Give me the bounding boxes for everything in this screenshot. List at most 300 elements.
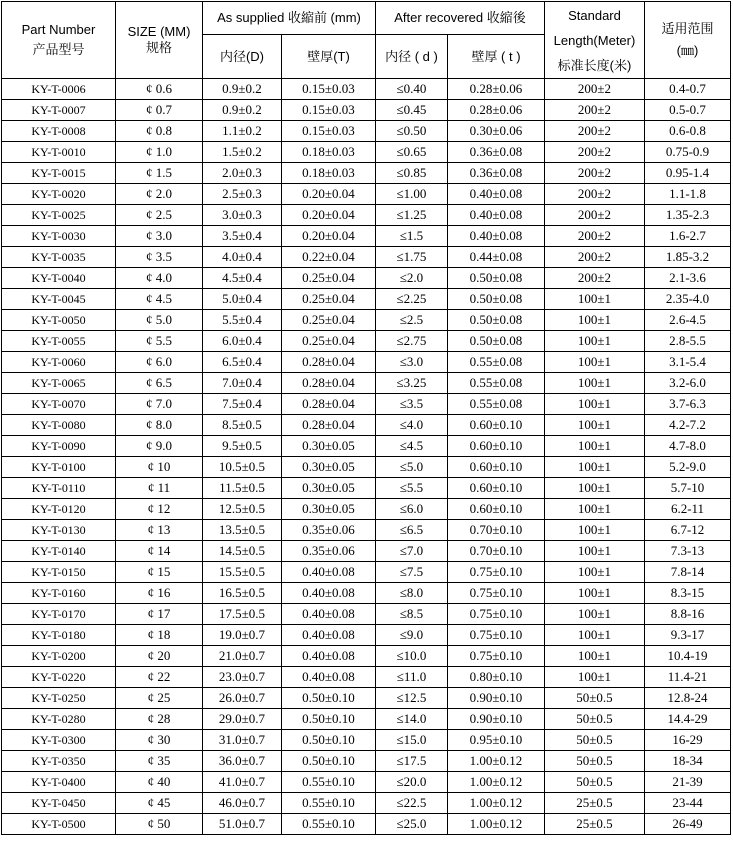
recovered-wall-cell: 0.75±0.10 [448, 562, 545, 583]
part-number-cell: KY-T-0180 [2, 625, 116, 646]
supplied-id-cell: 0.9±0.2 [203, 100, 282, 121]
recovered-wall-cell: 0.75±0.10 [448, 625, 545, 646]
range-cell: 1.1-1.8 [645, 184, 731, 205]
table-body [2, 79, 731, 835]
length-cell: 200±2 [545, 121, 645, 142]
supplied-wall-cell: 0.40±0.08 [282, 625, 376, 646]
size-cell: ¢ 4.5 [116, 289, 203, 310]
range-cell: 0.4-0.7 [645, 79, 731, 100]
table-row [2, 646, 731, 667]
range-cell: 1.35-2.3 [645, 205, 731, 226]
table-row [2, 394, 731, 415]
supplied-wall-cell: 0.30±0.05 [282, 436, 376, 457]
table-row [2, 751, 731, 772]
header-length [545, 2, 645, 79]
header-size [116, 2, 203, 79]
supplied-id-cell: 46.0±0.7 [203, 793, 282, 814]
length-cell: 25±0.5 [545, 814, 645, 835]
recovered-id-cell: ≤22.5 [376, 793, 448, 814]
size-cell: ¢ 14 [116, 541, 203, 562]
length-cell: 100±1 [545, 646, 645, 667]
supplied-id-cell: 41.0±0.7 [203, 772, 282, 793]
recovered-wall-cell: 0.60±0.10 [448, 499, 545, 520]
supplied-id-cell: 2.5±0.3 [203, 184, 282, 205]
size-cell: ¢ 2.0 [116, 184, 203, 205]
supplied-wall-cell: 0.40±0.08 [282, 604, 376, 625]
recovered-id-cell: ≤11.0 [376, 667, 448, 688]
supplied-wall-cell: 0.50±0.10 [282, 688, 376, 709]
table-row [2, 772, 731, 793]
recovered-wall-cell: 0.50±0.08 [448, 268, 545, 289]
part-number-cell: KY-T-0110 [2, 478, 116, 499]
supplied-wall-cell: 0.30±0.05 [282, 457, 376, 478]
part-number-cell: KY-T-0100 [2, 457, 116, 478]
length-cell: 200±2 [545, 79, 645, 100]
part-number-cell: KY-T-0050 [2, 310, 116, 331]
table-row [2, 310, 731, 331]
range-cell: 8.8-16 [645, 604, 731, 625]
supplied-wall-cell: 0.40±0.08 [282, 562, 376, 583]
part-number-cell: KY-T-0080 [2, 415, 116, 436]
supplied-id-cell: 17.5±0.5 [203, 604, 282, 625]
range-cell: 12.8-24 [645, 688, 731, 709]
recovered-wall-cell: 0.50±0.08 [448, 331, 545, 352]
size-cell: ¢ 22 [116, 667, 203, 688]
table-row [2, 604, 731, 625]
range-cell: 6.2-11 [645, 499, 731, 520]
header-supplied-id: 内径(D) [203, 35, 282, 79]
size-cell: ¢ 13 [116, 520, 203, 541]
supplied-id-cell: 7.0±0.4 [203, 373, 282, 394]
supplied-wall-cell: 0.35±0.06 [282, 541, 376, 562]
recovered-wall-cell: 0.60±0.10 [448, 457, 545, 478]
range-cell: 8.3-15 [645, 583, 731, 604]
part-number-cell: KY-T-0200 [2, 646, 116, 667]
range-cell: 26-49 [645, 814, 731, 835]
length-cell: 50±0.5 [545, 688, 645, 709]
header-length-en1: Standard [568, 7, 621, 23]
recovered-id-cell: ≤9.0 [376, 625, 448, 646]
size-cell: ¢ 16 [116, 583, 203, 604]
recovered-wall-cell: 0.55±0.08 [448, 352, 545, 373]
supplied-id-cell: 3.0±0.3 [203, 205, 282, 226]
table-row [2, 415, 731, 436]
table-row [2, 205, 731, 226]
table-row [2, 583, 731, 604]
table-row [2, 499, 731, 520]
header-size-cn: 规格 [145, 40, 172, 55]
recovered-id-cell: ≤8.0 [376, 583, 448, 604]
size-cell: ¢ 3.5 [116, 247, 203, 268]
range-cell: 4.2-7.2 [645, 415, 731, 436]
size-cell: ¢ 3.0 [116, 226, 203, 247]
table-row [2, 79, 731, 100]
table-row [2, 268, 731, 289]
supplied-wall-cell: 0.40±0.08 [282, 646, 376, 667]
recovered-wall-cell: 0.40±0.08 [448, 205, 545, 226]
recovered-id-cell: ≤1.5 [376, 226, 448, 247]
length-cell: 100±1 [545, 667, 645, 688]
header-length-cn: 标准长度(米) [557, 57, 632, 73]
part-number-cell: KY-T-0045 [2, 289, 116, 310]
size-cell: ¢ 0.8 [116, 121, 203, 142]
size-cell: ¢ 0.7 [116, 100, 203, 121]
supplied-id-cell: 4.0±0.4 [203, 247, 282, 268]
size-cell: ¢ 5.0 [116, 310, 203, 331]
header-size-en: SIZE (MM) [127, 24, 191, 39]
length-cell: 100±1 [545, 604, 645, 625]
table-row [2, 247, 731, 268]
part-number-cell: KY-T-0500 [2, 814, 116, 835]
supplied-id-cell: 31.0±0.7 [203, 730, 282, 751]
part-number-cell: KY-T-0130 [2, 520, 116, 541]
range-cell: 7.3-13 [645, 541, 731, 562]
length-cell: 200±2 [545, 205, 645, 226]
recovered-wall-cell: 0.40±0.08 [448, 226, 545, 247]
table-row [2, 226, 731, 247]
recovered-id-cell: ≤0.40 [376, 79, 448, 100]
part-number-cell: KY-T-0065 [2, 373, 116, 394]
range-cell: 9.3-17 [645, 625, 731, 646]
recovered-id-cell: ≤2.75 [376, 331, 448, 352]
supplied-id-cell: 1.5±0.2 [203, 142, 282, 163]
size-cell: ¢ 12 [116, 499, 203, 520]
recovered-id-cell: ≤3.0 [376, 352, 448, 373]
length-cell: 200±2 [545, 163, 645, 184]
length-cell: 200±2 [545, 100, 645, 121]
recovered-wall-cell: 1.00±0.12 [448, 793, 545, 814]
supplied-wall-cell: 0.25±0.04 [282, 289, 376, 310]
range-cell: 2.1-3.6 [645, 268, 731, 289]
part-number-cell: KY-T-0090 [2, 436, 116, 457]
supplied-wall-cell: 0.40±0.08 [282, 667, 376, 688]
size-cell: ¢ 11 [116, 478, 203, 499]
table-row [2, 373, 731, 394]
part-number-cell: KY-T-0280 [2, 709, 116, 730]
size-cell: ¢ 30 [116, 730, 203, 751]
range-cell: 14.4-29 [645, 709, 731, 730]
table-row [2, 184, 731, 205]
supplied-wall-cell: 0.22±0.04 [282, 247, 376, 268]
header-supplied: As supplied 收縮前 (mm) [203, 2, 376, 35]
part-number-cell: KY-T-0350 [2, 751, 116, 772]
supplied-id-cell: 5.0±0.4 [203, 289, 282, 310]
recovered-wall-cell: 0.28±0.06 [448, 100, 545, 121]
supplied-id-cell: 14.5±0.5 [203, 541, 282, 562]
recovered-id-cell: ≤12.5 [376, 688, 448, 709]
range-cell: 0.6-0.8 [645, 121, 731, 142]
range-cell: 0.75-0.9 [645, 142, 731, 163]
recovered-id-cell: ≤7.5 [376, 562, 448, 583]
recovered-wall-cell: 0.75±0.10 [448, 646, 545, 667]
recovered-id-cell: ≤15.0 [376, 730, 448, 751]
recovered-id-cell: ≤8.5 [376, 604, 448, 625]
supplied-id-cell: 15.5±0.5 [203, 562, 282, 583]
supplied-id-cell: 9.5±0.5 [203, 436, 282, 457]
supplied-id-cell: 7.5±0.4 [203, 394, 282, 415]
size-cell: ¢ 4.0 [116, 268, 203, 289]
part-number-cell: KY-T-0220 [2, 667, 116, 688]
supplied-id-cell: 2.0±0.3 [203, 163, 282, 184]
length-cell: 200±2 [545, 142, 645, 163]
supplied-wall-cell: 0.55±0.10 [282, 814, 376, 835]
range-cell: 4.7-8.0 [645, 436, 731, 457]
part-number-cell: KY-T-0055 [2, 331, 116, 352]
recovered-wall-cell: 0.75±0.10 [448, 604, 545, 625]
part-number-cell: KY-T-0250 [2, 688, 116, 709]
range-cell: 0.95-1.4 [645, 163, 731, 184]
length-cell: 100±1 [545, 625, 645, 646]
recovered-id-cell: ≤2.25 [376, 289, 448, 310]
size-cell: ¢ 1.0 [116, 142, 203, 163]
size-cell: ¢ 5.5 [116, 331, 203, 352]
recovered-id-cell: ≤25.0 [376, 814, 448, 835]
range-cell: 18-34 [645, 751, 731, 772]
part-number-cell: KY-T-0015 [2, 163, 116, 184]
supplied-wall-cell: 0.28±0.04 [282, 394, 376, 415]
recovered-wall-cell: 0.70±0.10 [448, 520, 545, 541]
recovered-id-cell: ≤0.45 [376, 100, 448, 121]
length-cell: 100±1 [545, 394, 645, 415]
range-cell: 6.7-12 [645, 520, 731, 541]
part-number-cell: KY-T-0020 [2, 184, 116, 205]
recovered-wall-cell: 0.75±0.10 [448, 583, 545, 604]
recovered-id-cell: ≤1.25 [376, 205, 448, 226]
recovered-wall-cell: 1.00±0.12 [448, 814, 545, 835]
recovered-wall-cell: 0.40±0.08 [448, 184, 545, 205]
range-cell: 21-39 [645, 772, 731, 793]
recovered-id-cell: ≤6.5 [376, 520, 448, 541]
length-cell: 100±1 [545, 520, 645, 541]
part-number-cell: KY-T-0010 [2, 142, 116, 163]
supplied-wall-cell: 0.15±0.03 [282, 79, 376, 100]
recovered-id-cell: ≤2.5 [376, 310, 448, 331]
range-cell: 2.6-4.5 [645, 310, 731, 331]
supplied-id-cell: 6.0±0.4 [203, 331, 282, 352]
recovered-wall-cell: 0.60±0.10 [448, 478, 545, 499]
supplied-wall-cell: 0.28±0.04 [282, 415, 376, 436]
size-cell: ¢ 2.5 [116, 205, 203, 226]
size-cell: ¢ 18 [116, 625, 203, 646]
length-cell: 100±1 [545, 562, 645, 583]
length-cell: 200±2 [545, 226, 645, 247]
table-row [2, 289, 731, 310]
table-row [2, 793, 731, 814]
recovered-wall-cell: 0.60±0.10 [448, 415, 545, 436]
supplied-id-cell: 3.5±0.4 [203, 226, 282, 247]
supplied-wall-cell: 0.28±0.04 [282, 373, 376, 394]
header-recovered-wall: 壁厚 ( t ) [448, 35, 545, 79]
length-cell: 100±1 [545, 541, 645, 562]
range-cell: 5.7-10 [645, 478, 731, 499]
recovered-wall-cell: 0.36±0.08 [448, 163, 545, 184]
recovered-wall-cell: 0.36±0.08 [448, 142, 545, 163]
size-cell: ¢ 25 [116, 688, 203, 709]
length-cell: 100±1 [545, 289, 645, 310]
size-cell: ¢ 40 [116, 772, 203, 793]
supplied-wall-cell: 0.25±0.04 [282, 310, 376, 331]
length-cell: 200±2 [545, 247, 645, 268]
header-part-en: Part Number [21, 22, 96, 37]
length-cell: 50±0.5 [545, 709, 645, 730]
part-number-cell: KY-T-0070 [2, 394, 116, 415]
supplied-wall-cell: 0.55±0.10 [282, 793, 376, 814]
supplied-id-cell: 1.1±0.2 [203, 121, 282, 142]
table-row [2, 541, 731, 562]
header-range-cn: 适用范围 [661, 21, 714, 36]
header-part-cn: 产品型号 [32, 42, 85, 57]
recovered-id-cell: ≤4.0 [376, 415, 448, 436]
size-cell: ¢ 10 [116, 457, 203, 478]
recovered-id-cell: ≤1.00 [376, 184, 448, 205]
recovered-id-cell: ≤5.5 [376, 478, 448, 499]
supplied-id-cell: 12.5±0.5 [203, 499, 282, 520]
range-cell: 1.85-3.2 [645, 247, 731, 268]
table-row [2, 478, 731, 499]
size-cell: ¢ 20 [116, 646, 203, 667]
recovered-wall-cell: 0.60±0.10 [448, 436, 545, 457]
length-cell: 100±1 [545, 499, 645, 520]
header-range-unit: (㎜) [676, 43, 699, 58]
size-cell: ¢ 1.5 [116, 163, 203, 184]
supplied-id-cell: 29.0±0.7 [203, 709, 282, 730]
recovered-id-cell: ≤14.0 [376, 709, 448, 730]
supplied-id-cell: 19.0±0.7 [203, 625, 282, 646]
size-cell: ¢ 50 [116, 814, 203, 835]
size-cell: ¢ 35 [116, 751, 203, 772]
part-number-cell: KY-T-0150 [2, 562, 116, 583]
spec-table [1, 1, 731, 835]
header-supplied-wall: 壁厚(T) [282, 35, 376, 79]
part-number-cell: KY-T-0140 [2, 541, 116, 562]
supplied-id-cell: 21.0±0.7 [203, 646, 282, 667]
table-row [2, 352, 731, 373]
length-cell: 100±1 [545, 415, 645, 436]
supplied-id-cell: 10.5±0.5 [203, 457, 282, 478]
part-number-cell: KY-T-0450 [2, 793, 116, 814]
size-cell: ¢ 7.0 [116, 394, 203, 415]
recovered-id-cell: ≤0.50 [376, 121, 448, 142]
table-row [2, 457, 731, 478]
length-cell: 200±2 [545, 184, 645, 205]
range-cell: 7.8-14 [645, 562, 731, 583]
length-cell: 200±2 [545, 268, 645, 289]
recovered-id-cell: ≤0.85 [376, 163, 448, 184]
range-cell: 3.2-6.0 [645, 373, 731, 394]
recovered-wall-cell: 0.55±0.08 [448, 394, 545, 415]
length-cell: 100±1 [545, 310, 645, 331]
range-cell: 3.1-5.4 [645, 352, 731, 373]
part-number-cell: KY-T-0300 [2, 730, 116, 751]
length-cell: 50±0.5 [545, 751, 645, 772]
supplied-wall-cell: 0.30±0.05 [282, 478, 376, 499]
table-row [2, 562, 731, 583]
supplied-id-cell: 11.5±0.5 [203, 478, 282, 499]
header-recovered: After recovered 收縮後 [376, 2, 545, 35]
size-cell: ¢ 9.0 [116, 436, 203, 457]
recovered-wall-cell: 0.55±0.08 [448, 373, 545, 394]
recovered-id-cell: ≤1.75 [376, 247, 448, 268]
recovered-id-cell: ≤0.65 [376, 142, 448, 163]
part-number-cell: KY-T-0007 [2, 100, 116, 121]
recovered-wall-cell: 0.30±0.06 [448, 121, 545, 142]
range-cell: 2.35-4.0 [645, 289, 731, 310]
recovered-id-cell: ≤5.0 [376, 457, 448, 478]
part-number-cell: KY-T-0160 [2, 583, 116, 604]
recovered-wall-cell: 0.95±0.10 [448, 730, 545, 751]
header-range [645, 2, 731, 79]
range-cell: 5.2-9.0 [645, 457, 731, 478]
table-row [2, 163, 731, 184]
length-cell: 100±1 [545, 478, 645, 499]
range-cell: 0.5-0.7 [645, 100, 731, 121]
table-row [2, 730, 731, 751]
supplied-wall-cell: 0.50±0.10 [282, 730, 376, 751]
table-row [2, 520, 731, 541]
table-row [2, 625, 731, 646]
supplied-wall-cell: 0.20±0.04 [282, 226, 376, 247]
length-cell: 100±1 [545, 352, 645, 373]
length-cell: 100±1 [545, 583, 645, 604]
part-number-cell: KY-T-0120 [2, 499, 116, 520]
length-cell: 100±1 [545, 436, 645, 457]
length-cell: 50±0.5 [545, 772, 645, 793]
supplied-id-cell: 16.5±0.5 [203, 583, 282, 604]
size-cell: ¢ 8.0 [116, 415, 203, 436]
supplied-wall-cell: 0.50±0.10 [282, 751, 376, 772]
size-cell: ¢ 17 [116, 604, 203, 625]
recovered-id-cell: ≤6.0 [376, 499, 448, 520]
table-row [2, 709, 731, 730]
part-number-cell: KY-T-0035 [2, 247, 116, 268]
recovered-wall-cell: 0.90±0.10 [448, 688, 545, 709]
length-cell: 100±1 [545, 373, 645, 394]
supplied-id-cell: 0.9±0.2 [203, 79, 282, 100]
supplied-id-cell: 13.5±0.5 [203, 520, 282, 541]
range-cell: 23-44 [645, 793, 731, 814]
table-header [2, 2, 731, 79]
supplied-id-cell: 4.5±0.4 [203, 268, 282, 289]
table-row [2, 331, 731, 352]
table-row [2, 436, 731, 457]
supplied-wall-cell: 0.18±0.03 [282, 163, 376, 184]
supplied-wall-cell: 0.25±0.04 [282, 268, 376, 289]
table-row [2, 121, 731, 142]
recovered-id-cell: ≤3.5 [376, 394, 448, 415]
recovered-id-cell: ≤10.0 [376, 646, 448, 667]
recovered-id-cell: ≤3.25 [376, 373, 448, 394]
size-cell: ¢ 6.5 [116, 373, 203, 394]
supplied-wall-cell: 0.40±0.08 [282, 583, 376, 604]
table-row [2, 688, 731, 709]
recovered-id-cell: ≤20.0 [376, 772, 448, 793]
header-recovered-id: 内径 ( d ) [376, 35, 448, 79]
supplied-wall-cell: 0.20±0.04 [282, 205, 376, 226]
recovered-wall-cell: 0.50±0.08 [448, 310, 545, 331]
recovered-wall-cell: 0.70±0.10 [448, 541, 545, 562]
range-cell: 16-29 [645, 730, 731, 751]
recovered-wall-cell: 0.80±0.10 [448, 667, 545, 688]
recovered-wall-cell: 1.00±0.12 [448, 772, 545, 793]
length-cell: 100±1 [545, 457, 645, 478]
recovered-wall-cell: 0.90±0.10 [448, 709, 545, 730]
size-cell: ¢ 45 [116, 793, 203, 814]
size-cell: ¢ 0.6 [116, 79, 203, 100]
part-number-cell: KY-T-0170 [2, 604, 116, 625]
supplied-wall-cell: 0.50±0.10 [282, 709, 376, 730]
part-number-cell: KY-T-0400 [2, 772, 116, 793]
supplied-wall-cell: 0.35±0.06 [282, 520, 376, 541]
